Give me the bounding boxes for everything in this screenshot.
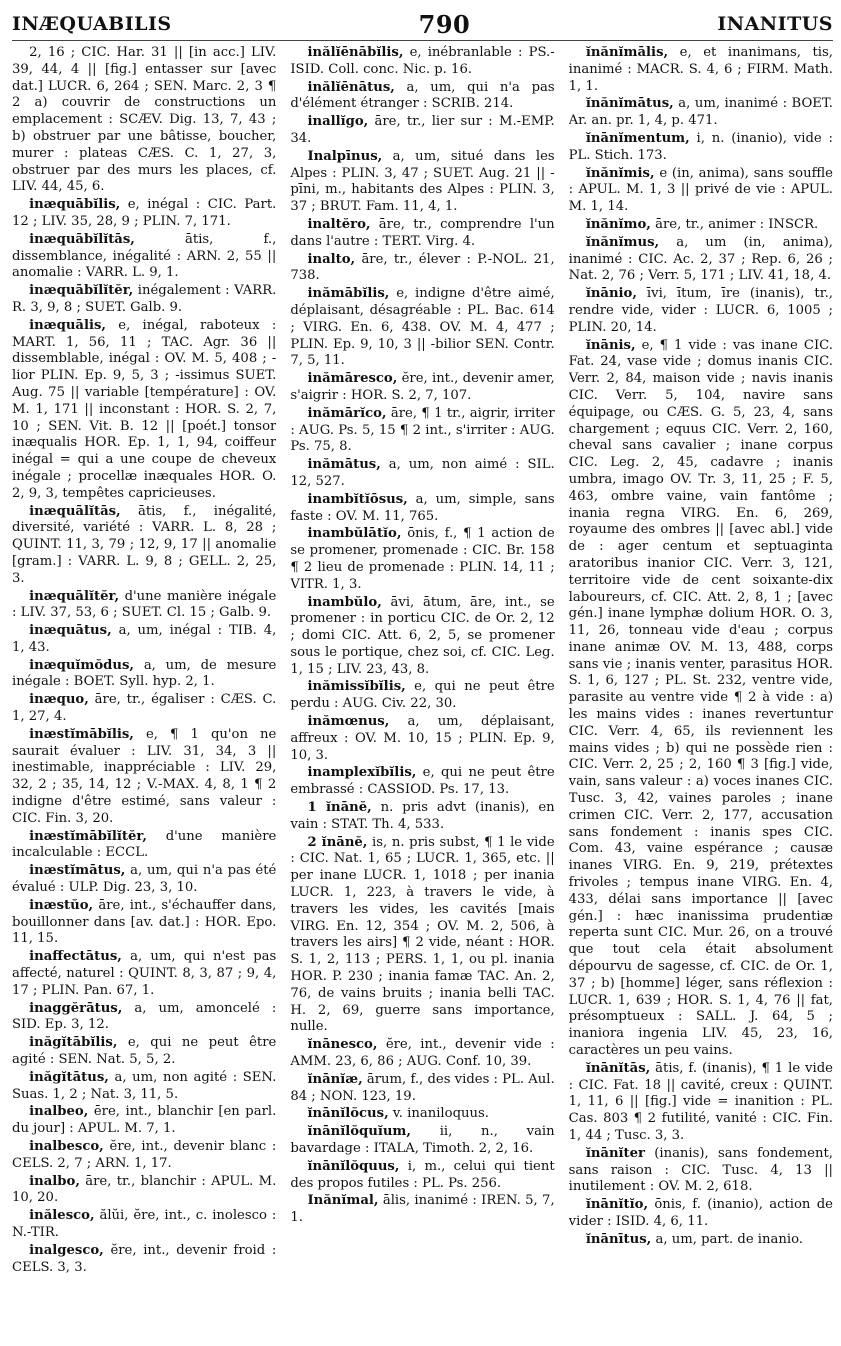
entry-headword: ĭnănĭmātus, (585, 96, 674, 112)
entry-headword: ĭnānĭtĭo, (585, 1197, 649, 1213)
column-left (12, 45, 276, 1345)
dictionary-entry (569, 1197, 833, 1231)
entry-definition: e, inégal : CIC. Part. 12 ; LIV. 35, 28, 9 ; PLIN. 7, 171. (12, 197, 277, 229)
entry-headword: inămissĭbĭlis, (307, 679, 406, 695)
entry-headword: ĭnānio, (585, 286, 637, 302)
entry-headword: ĭnănĭmo, (585, 216, 651, 232)
entry-headword: inæquābĭlĭtĕr, (29, 283, 134, 299)
dictionary-entry (12, 1208, 276, 1242)
entry-headword: inæquābĭlis, (29, 197, 121, 213)
entry-headword: inalbo, (29, 1173, 80, 1189)
dictionary-entry (290, 714, 554, 764)
dictionary-entry (12, 1139, 276, 1173)
dictionary-entry (290, 526, 554, 593)
dictionary-entry (569, 1232, 833, 1249)
entry-definition: āre, tr., égaliser : CÆS. C. 1, 27, 4. (12, 692, 277, 725)
entry-definition: ātis, f., dissemblance, inégalité : ARN. 2, 55 || anomalie : VARR. L. 9, 1. (12, 231, 277, 281)
dictionary-entry (290, 114, 554, 148)
dictionary-entry (290, 1124, 554, 1158)
entry-headword: inămābĭlis, (307, 286, 390, 302)
entry-definition: d'une manière incalculable : ECCL. (12, 828, 277, 861)
dictionary-entry (290, 80, 554, 114)
entry-headword: inalbesco, (29, 1139, 104, 1154)
entry-headword: ĭnānis, (585, 337, 636, 353)
entry-headword: inălĭēnātus, (307, 79, 395, 95)
dictionary-entry (569, 235, 833, 285)
entry-headword: ĭnānĭæ, (307, 1071, 363, 1087)
entry-definition: ōnis, f., ¶ 1 action de se promener, promenade : CIC. Br. 158 ¶ 2 lieu de promenade : PLIN. 14, 11 ; VITR. 1, 3. (290, 526, 555, 592)
entry-headword: ĭnānĭtās, (585, 1060, 651, 1076)
entry-headword: inămātus, (307, 457, 381, 473)
entry-definition: ālis, inanimé : IREN. 5, 7, 1. (290, 1193, 555, 1226)
entry-headword: inămœnus, (307, 714, 390, 730)
dictionary-entry (12, 504, 276, 588)
running-header (12, 8, 833, 41)
entry-definition: e, ¶ 1 qu'on ne saurait évaluer : LIV. 31, 34, 3 || inestimable, inappréciable : LIV. 29, 32, 2 ; 35, 14, 12 ; V.-MAX. 4, 8, 1 ¶ 2 indigne d'être estimé, sans valeur : CIC. Fin. 3, 20. (12, 726, 277, 826)
entry-headword: inamplexĭbĭlis, (307, 765, 417, 781)
entry-definition: e, inébranlable : PS.-ISID. Coll. conc. Nic. p. 16. (290, 45, 555, 77)
entry-definition: āvi, ātum, āre, int., se promener : in porticu CIC. de Or. 2, 12 ; domi CIC. Att. 6, 2, 5, se promener sous le portique, chez soi, cf. CIC. Leg. 1, 15 ; LIV. 23, 43, 8. (290, 594, 555, 677)
dictionary-entry (12, 863, 276, 897)
dictionary-entry (569, 1146, 833, 1196)
entry-headword: inæstŭo, (29, 897, 94, 913)
entry-headword: inalto, (307, 251, 356, 267)
entry-definition: a, um, qui n'a pas été évalué : ULP. Dig. 23, 3, 10. (12, 863, 277, 896)
header-right-guideword: INANITUS (717, 13, 833, 35)
entry-definition: ātis, f., inégalité, diversité, variété : VARR. L. 8, 28 ; QUINT. 11, 3, 79 ; 12, 9, 17 || anomalie [gram.] : VARR. L. 9, 8 ; GELL. 2, 25, 3. (12, 503, 277, 586)
entry-headword: ĭnānĭlŏcus, (307, 1106, 389, 1122)
entry-headword: inæstĭmābĭlis, (29, 726, 134, 742)
dictionary-entry (290, 1106, 554, 1123)
entry-headword: inæquābĭlĭtās, (29, 231, 135, 247)
entry-definition: a, um, non agité : SEN. Suas. 1, 2 ; Nat. 3, 11, 5. (12, 1069, 277, 1102)
dictionary-entry (290, 835, 554, 1037)
dictionary-entry (290, 679, 554, 713)
entry-headword: inæstĭmātus, (29, 863, 126, 879)
column-right (569, 45, 833, 1345)
entry-definition: ii, n., vain bavardage : ITALA, Timoth. 2, 2, 16. (290, 1124, 555, 1156)
entry-headword: ĭnānītus, (585, 1231, 652, 1247)
entry-headword: ĭnānĭmentum, (585, 130, 690, 146)
dictionary-entry (290, 149, 554, 216)
entry-headword: inălĭēnābĭlis, (307, 45, 404, 60)
entry-headword: ĭnānĭlŏquĭum, (307, 1124, 411, 1140)
entry-definition: āre, tr., blanchir : APUL. M. 10, 20. (12, 1173, 277, 1206)
entry-definition: a, um, de mesure inégale : BOET. Syll. hyp. 2, 1. (12, 657, 277, 690)
dictionary-entry (12, 949, 276, 999)
dictionary-entry (12, 1001, 276, 1035)
dictionary-entry (290, 286, 554, 370)
entry-definition: a, um, qui n'est pas affecté, naturel : QUINT. 8, 3, 87 ; 9, 4, 17 ; PLIN. Pan. 67, 1. (12, 949, 277, 998)
entry-headword: inăgĭtātus, (29, 1069, 109, 1085)
entry-headword: Inalpīnus, (307, 148, 383, 164)
entry-definition: a, um, inégal : TIB. 4, 1, 43. (12, 623, 277, 655)
dictionary-entry (12, 1070, 276, 1104)
entry-definition: 2, 16 ; CIC. Har. 31 || [in acc.] LIV. 39, 44, 4 || [fig.] entasser sur [avec dat.] LUCR. 6, 264 ; SEN. Marc. 2, 3 ¶ 2 a) couvrir de constructions un emplacement : SCÆV. Dig. 13, 7, 43 ; b) obstruer par une bâtisse, boucher, murer : plateas CÆS. C. 1, 27, 3, obstruer par des murs les places, cf. LIV. 44, 45, 6. (12, 45, 277, 195)
entry-definition: d'une manière inégale : LIV. 37, 53, 6 ; SUET. Cl. 15 ; Galb. 9. (12, 588, 277, 621)
dictionary-entry (290, 217, 554, 251)
dictionary-entry (12, 898, 276, 948)
entry-headword: inaffectātus, (29, 949, 122, 965)
entry-definition: ātis, f. (inanis), ¶ 1 le vide : CIC. Fat. 18 || cavité, creux : QUINT. 1, 11, 6 || [fig.] vide = inanition : PL. Cas. 803 ¶ 2 futilité, vanité : CIC. Fin. 1, 44 ; Tusc. 3, 3. (568, 1060, 833, 1143)
entry-headword: inæquĭmŏdus, (29, 657, 135, 673)
dictionary-entry (12, 692, 276, 726)
dictionary-entry (12, 623, 276, 657)
dictionary-entry (290, 252, 554, 286)
dictionary-entry (12, 197, 276, 231)
entry-definition: ĕre, int., devenir amer, s'aigrir : HOR. S. 2, 7, 107. (290, 371, 555, 403)
dictionary-entry (12, 658, 276, 692)
entry-definition: (inanis), sans fondement, sans raison : CIC. Tusc. 4, 13 || inutilement : OV. M. 2, 618. (568, 1145, 833, 1195)
page-number: 790 (418, 9, 471, 39)
entry-definition: āre, tr., lier sur : M.-EMP. 34. (290, 114, 555, 146)
dictionary-entry (12, 829, 276, 863)
entry-definition: a, um, qui n'a pas d'élément étranger : SCRIB. 214. (290, 79, 555, 112)
entry-headword: ĭnānĭlŏquus, (307, 1158, 400, 1174)
entry-definition: inégalement : VARR. R. 3, 9, 8 ; SUET. Galb. 9. (12, 283, 277, 315)
entry-definition: ĕre, int., devenir blanc : CELS. 2, 7 ; ARN. 1, 17. (12, 1139, 277, 1171)
entry-headword: inæquālis, (29, 317, 107, 333)
header-left-guideword: INÆQUABILIS (12, 13, 172, 35)
entry-headword: inæstĭmābĭlĭtĕr, (29, 828, 147, 844)
entry-headword: inaggĕrātus, (29, 1000, 123, 1016)
entry-headword: inæquālĭtās, (29, 503, 121, 519)
dictionary-entry (569, 45, 833, 95)
entry-definition: e, ¶ 1 vide : vas inane CIC. Fat. 24, vase vide ; domus inanis CIC. Verr. 2, 84, maison vide ; navis inanis CIC. Verr. 5, 104, navire sans équipage, ou CÆS. G. 5, 23, 4, sans chargement ; equus CIC. Verr. 2, 160, cheval sans cavalier ; inane corpus CIC. Leg. 2, 45, cadavre ; inanis umbra, imago OV. Tr. 3, 11, 25 ; F. 5, 463, ombre vaine, vain fantôme ; inania regna VIRG. En. 6, 269, royaume des ombres || [avec abl.] vide de : ager centum et septuaginta aratoribus inanior CIC. Verr. 3, 121, territoire vide de cent soixante-dix laboureurs, cf. CIC. Att. 2, 8, 1 ; [avec gén.] inane lymphæ dolium HOR. O. 3, 11, 26, tonneau vide d'eau ; corpus inane animæ OV. M. 13, 488, corps sans vie ; inanis venter, parasitus HOR. S. 1, 6, 127 ; PL. St. 232, ventre vide, parasite au ventre vide ¶ 2 à vide : a) les mains vides : inanes revertuntur CIC. Verr. 4, 65, ils reviennent les mains vides ; b) qui ne possède rien : CIC. Verr. 2, 25 ; 2, 160 ¶ 3 [fig.] vide, vain, sans valeur : a) voces inanes CIC. Tusc. 3, 42, vaines paroles ; inane crimen CIC. Verr. 2, 177, accusation sans fondement : inanis spes CIC. Com. 43, vaine espérance ; causæ inanes VIRG. En. 9, 219, prétextes frivoles ; tempus inane VIRG. En. 4, 433, délai sans importance || [avec gén.] : hæc inanissima prudentiæ reperta sunt CIC. Mur. 26, on a trouvé que tout cela était absolument dépourvu de sagesse, cf. CIC. de Or. 1, 37 ; b) [homme] léger, sans réflexion : LUCR. 1, 639 ; HOR. S. 1, 4, 76 || fat, présomptueux : SALL. J. 64, 5 ; inaniora ingenia LIV. 45, 23, 16, caractères un peu vains. (568, 337, 833, 1059)
entry-definition: a, um, non aimé : SIL. 12, 527. (290, 457, 555, 489)
entry-definition: ĕre, int., devenir froid : CELS. 3, 3. (12, 1242, 277, 1275)
entry-definition: a, um, déplaisant, affreux : OV. M. 10, 15 ; PLIN. Ep. 9, 10, 3. (290, 714, 555, 763)
entry-definition: ălŭi, ĕre, int., c. inolesco : N.-TIR. (12, 1208, 277, 1240)
dictionary-entry (12, 45, 276, 196)
entry-headword: ĭnānesco, (307, 1037, 378, 1053)
dictionary-entry (290, 1037, 554, 1071)
dictionary-entry (12, 283, 276, 317)
dictionary-entry (569, 286, 833, 336)
entry-definition: āre, int., s'échauffer dans, bouillonner dans [av. dat.] : HOR. Epo. 11, 15. (12, 897, 277, 947)
entry-definition: e, qui ne peut être perdu : AUG. Civ. 22, 30. (290, 679, 555, 712)
dictionary-entry (12, 232, 276, 282)
dictionary-entry (12, 1174, 276, 1208)
entry-headword: ĭnānĭter (585, 1145, 645, 1161)
entry-headword: 2 ĭnānĕ, (307, 834, 368, 850)
entry-definition: a, um, simple, sans faste : OV. M. 11, 765. (290, 491, 555, 524)
entry-headword: ĭnănĭmis, (585, 165, 655, 181)
entry-definition: i, n. (inanio), vide : PL. Stich. 173. (568, 130, 833, 163)
entry-definition: a, um (in, anima), inanimé : CIC. Ac. 2, 37 ; Rep. 6, 26 ; Nat. 2, 76 ; Verr. 5, 171 ; LIV. 41, 18, 4. (568, 234, 833, 284)
entry-definition: e, indigne d'être aimé, déplaisant, désagréable : PL. Bac. 614 ; VIRG. En. 6, 438. OV. M. 4, 477 ; PLIN. Ep. 9, 10, 3 || -bilior SEN. Contr. 7, 5, 11. (290, 286, 555, 369)
entry-headword: inaltĕro, (307, 216, 371, 232)
dictionary-entry (12, 1035, 276, 1069)
dictionary-entry (290, 595, 554, 679)
dictionary-entry (290, 765, 554, 799)
dictionary-entry (290, 1159, 554, 1193)
entry-definition: āre, ¶ 1 tr., aigrir, irriter : AUG. Ps. 5, 15 ¶ 2 int., s'irriter : AUG. Ps. 75, 8. (290, 405, 555, 455)
entry-definition: a, um, situé dans les Alpes : PLIN. 3, 47 ; SUET. Aug. 21 || -pīni, m., habitants des Alpes : PLIN. 3, 37 ; BRUT. Fam. 11, 4, 1. (290, 148, 555, 215)
dictionary-entry (290, 1072, 554, 1106)
entry-headword: inæquo, (29, 692, 89, 708)
entry-headword: inămāresco, (307, 371, 398, 387)
dictionary-entry (12, 1104, 276, 1138)
entry-definition: v. inaniloquus. (392, 1106, 489, 1122)
entry-headword: inalbeo, (29, 1104, 89, 1120)
entry-definition: īvi, ītum, īre (inanis), tr., rendre vide, vider : LUCR. 6, 1005 ; PLIN. 20, 14. (568, 286, 833, 335)
dictionary-entry (12, 318, 276, 503)
entry-definition: e, inégal, raboteux : MART. 1, 56, 11 ; TAC. Agr. 36 || dissemblable, inégal : OV. M. 5, 408 ; -lior PLIN. Ep. 9, 5, 3 ; -issimus SUET. Aug. 75 || variable [température] : OV. M. 1, 171 || inconstant : HOR. S. 2, 7, 10 ; SEN. Vit. B. 12 || [poét.] tonsor inæqualis HOR. Ep. 1, 1, 94, coiffeur inégal = qui a une coupe de cheveux inégale ; procellæ inæquales HOR. O. 2, 9, 3, tempêtes capricieuses. (12, 317, 277, 501)
dictionary-entry (290, 371, 554, 405)
entry-headword: inalgesco, (29, 1242, 104, 1258)
entry-definition: n. pris advt (inanis), en vain : STAT. Th. 4, 533. (290, 800, 555, 832)
entry-definition: ĕre, int., devenir vide : AMM. 23, 6, 86 ; AUG. Conf. 10, 39. (290, 1037, 555, 1070)
dictionary-entry (569, 96, 833, 130)
dictionary-entry (290, 457, 554, 491)
entry-definition: ōnis, f. (inanio), action de vider : ISID. 4, 6, 11. (568, 1197, 833, 1229)
dictionary-entry (569, 338, 833, 1060)
dictionary-entry (290, 492, 554, 526)
entry-definition: āre, tr., élever : P.-NOL. 21, 738. (290, 251, 555, 284)
entry-headword: inălesco, (29, 1208, 95, 1224)
entry-definition: e (in, anima), sans souffle : APUL. M. 1, 3 || privé de vie : APUL. M. 1, 14. (568, 165, 833, 215)
entry-definition: a, um, inanimé : BOET. Ar. an. pr. 1, 4, p. 471. (568, 96, 833, 129)
entry-definition: e, qui ne peut être agité : SEN. Nat. 5, 5, 2. (12, 1035, 277, 1068)
entry-definition: āre, tr., comprendre l'un dans l'autre : TERT. Virg. 4. (290, 216, 555, 249)
dictionary-entry (290, 45, 554, 79)
entry-headword: inămārĭco, (307, 405, 387, 421)
entry-headword: inambŭlātĭo, (307, 526, 402, 542)
dictionary-entry (12, 1243, 276, 1277)
entry-definition: e, qui ne peut être embrassé : CASSIOD. Ps. 17, 13. (290, 765, 555, 798)
entry-headword: inambĭtĭōsus, (307, 491, 408, 507)
dictionary-entry (569, 217, 833, 234)
entry-definition: i, m., celui qui tient des propos futiles : PL. Ps. 256. (290, 1158, 555, 1191)
entry-headword: inæquālĭtĕr, (29, 588, 120, 604)
dictionary-entry (569, 166, 833, 216)
entry-definition: a, um, amoncelé : SID. Ep. 3, 12. (12, 1000, 277, 1033)
entry-headword: inăgĭtābĭlis, (29, 1035, 118, 1051)
column-middle (290, 45, 554, 1345)
entry-headword: Inănĭmal, (307, 1193, 379, 1209)
dictionary-entry (290, 1193, 554, 1227)
entry-headword: ĭnănĭmus, (585, 234, 660, 250)
dictionary-entry (12, 589, 276, 623)
entry-headword: 1 ĭnānĕ, (307, 800, 372, 816)
dictionary-entry (569, 131, 833, 165)
entry-definition: a, um, part. de inanio. (655, 1231, 803, 1247)
dictionary-entry (12, 727, 276, 828)
entry-headword: inæquātus, (29, 623, 112, 639)
entry-headword: inambŭlo, (307, 594, 382, 610)
entry-definition: is, n. pris subst, ¶ 1 le vide : CIC. Nat. 1, 65 ; LUCR. 1, 365, etc. || per inane LUCR. 1, 1018 ; per inania LUCR. 1, 223, à travers le vide, à travers les vides, les cavités [mais VIRG. En. 12, 354 ; OV. M. 2, 506, à travers les airs] ¶ 2 vide, néant : HOR. S. 1, 2, 113 ; PERS. 1, 1, ou pl. inania HOR. P. 230 ; inania famæ TAC. An. 2, 76, de vains bruits ; inania belli TAC. H. 2, 69, guerre sans importance, nulle. (290, 834, 555, 1035)
entry-definition: ēre, int., blanchir [en parl. du jour] : APUL. M. 7, 1. (12, 1104, 277, 1137)
entry-definition: āre, tr., animer : INSCR. (655, 216, 819, 232)
entry-definition: e, et inanimans, tis, inanimé : MACR. S. 4, 6 ; FIRM. Math. 1, 1. (568, 45, 833, 94)
dictionary-entry (290, 800, 554, 834)
entry-headword: inallĭgo, (307, 114, 369, 130)
entry-headword: ĭnănĭmālis, (585, 45, 669, 60)
entry-definition: ārum, f., des vides : PL. Aul. 84 ; NON. 123, 19. (290, 1071, 555, 1104)
columns (12, 45, 833, 1345)
dictionary-entry (290, 406, 554, 456)
dictionary-entry (569, 1061, 833, 1145)
